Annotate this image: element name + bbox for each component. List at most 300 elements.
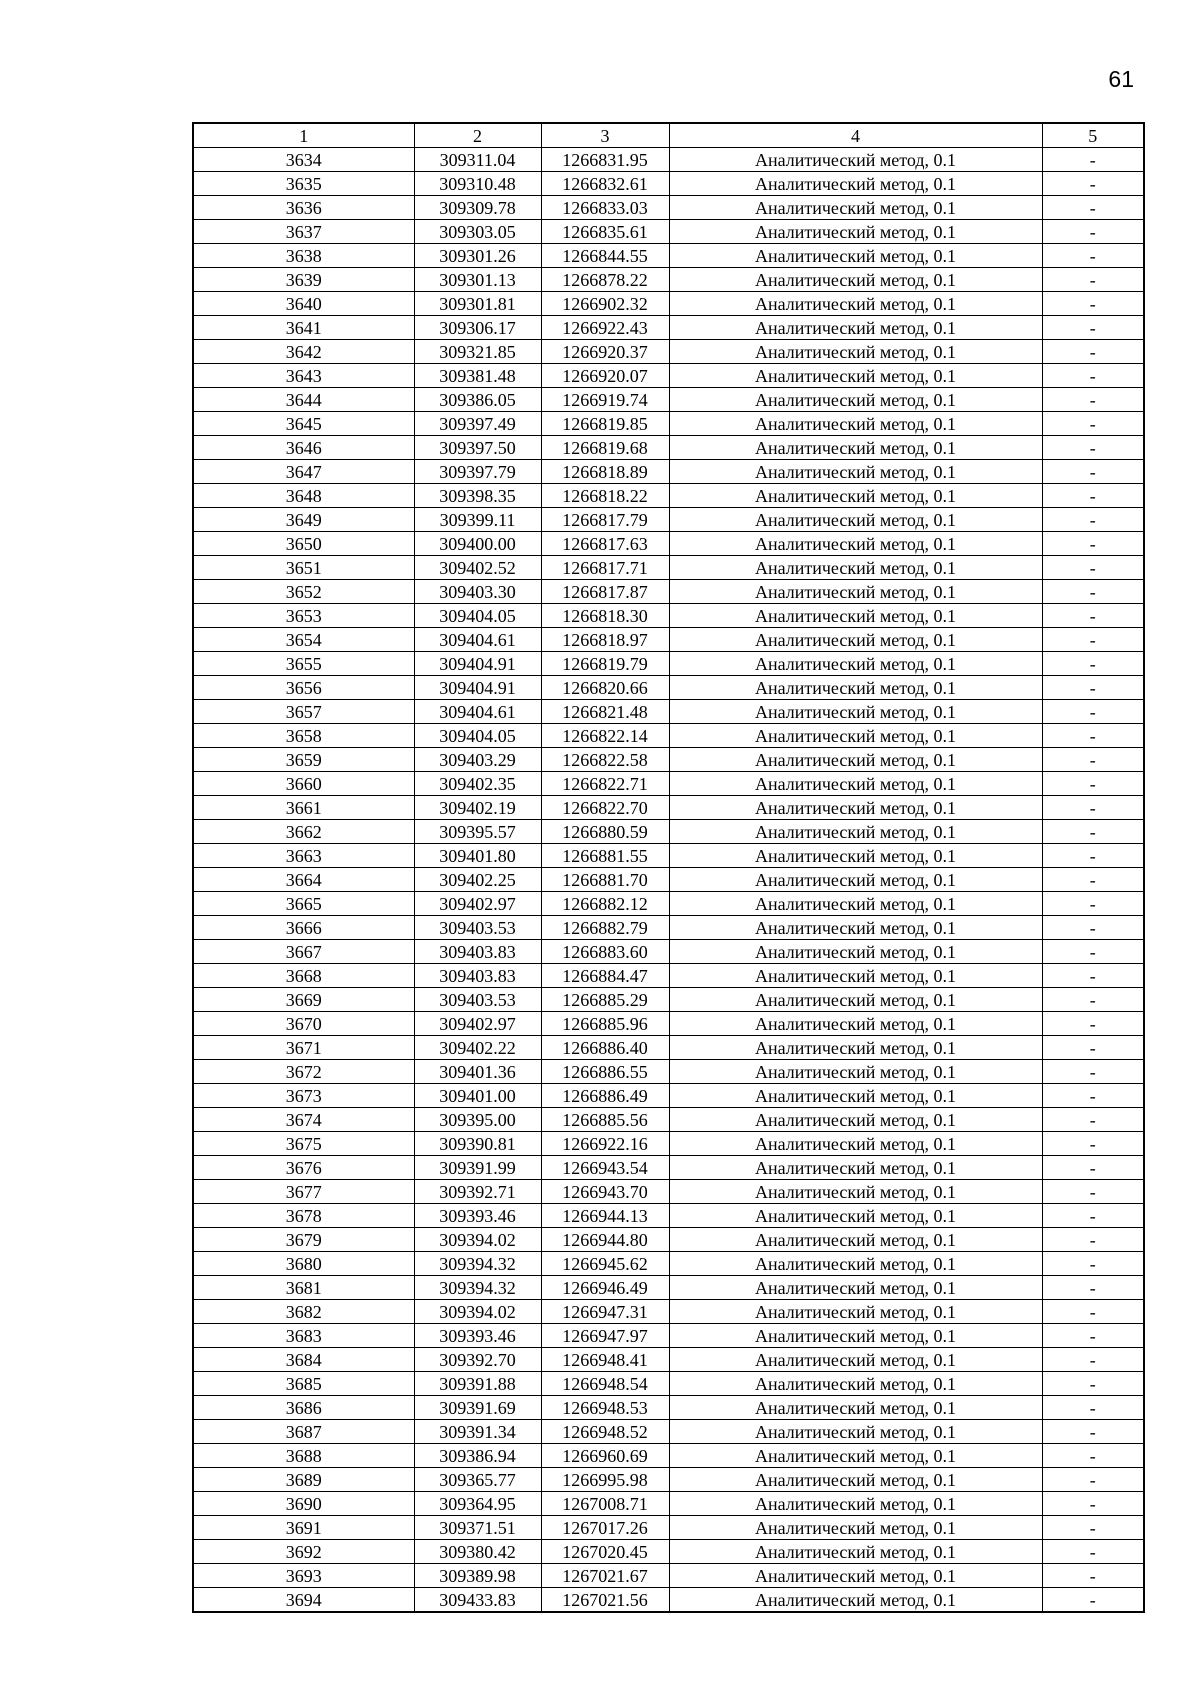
x-coordinate-cell: 309398.35 — [414, 484, 541, 508]
table-row — [193, 364, 1144, 388]
method-accuracy-cell: Аналитический метод, 0.1 — [669, 292, 1042, 316]
point-number-cell: 3659 — [193, 748, 414, 772]
table-row — [193, 484, 1144, 508]
description-cell: - — [1042, 436, 1144, 460]
description-cell: - — [1042, 1252, 1144, 1276]
table-row — [193, 292, 1144, 316]
y-coordinate-cell: 1266819.85 — [541, 412, 669, 436]
method-accuracy-cell: Аналитический метод, 0.1 — [669, 964, 1042, 988]
description-cell: - — [1042, 580, 1144, 604]
y-coordinate-cell: 1266817.79 — [541, 508, 669, 532]
table-row — [193, 340, 1144, 364]
method-accuracy-cell: Аналитический метод, 0.1 — [669, 1492, 1042, 1516]
x-coordinate-cell: 309404.61 — [414, 700, 541, 724]
y-coordinate-cell: 1266822.70 — [541, 796, 669, 820]
method-accuracy-cell: Аналитический метод, 0.1 — [669, 1588, 1042, 1613]
x-coordinate-cell: 309301.81 — [414, 292, 541, 316]
y-coordinate-cell: 1266881.55 — [541, 844, 669, 868]
description-cell: - — [1042, 1204, 1144, 1228]
point-number-cell: 3646 — [193, 436, 414, 460]
table-row — [193, 1060, 1144, 1084]
method-accuracy-cell: Аналитический метод, 0.1 — [669, 316, 1042, 340]
description-cell: - — [1042, 172, 1144, 196]
description-cell: - — [1042, 1180, 1144, 1204]
table-row — [193, 1372, 1144, 1396]
y-coordinate-cell: 1266948.41 — [541, 1348, 669, 1372]
x-coordinate-cell: 309400.00 — [414, 532, 541, 556]
point-number-cell: 3681 — [193, 1276, 414, 1300]
table-row — [193, 460, 1144, 484]
point-number-cell: 3642 — [193, 340, 414, 364]
y-coordinate-cell: 1266831.95 — [541, 148, 669, 172]
description-cell: - — [1042, 316, 1144, 340]
description-cell: - — [1042, 1324, 1144, 1348]
description-cell: - — [1042, 1564, 1144, 1588]
method-accuracy-cell: Аналитический метод, 0.1 — [669, 820, 1042, 844]
point-number-cell: 3675 — [193, 1132, 414, 1156]
x-coordinate-cell: 309303.05 — [414, 220, 541, 244]
table-row — [193, 1108, 1144, 1132]
point-number-cell: 3694 — [193, 1588, 414, 1613]
y-coordinate-cell: 1266817.71 — [541, 556, 669, 580]
y-coordinate-cell: 1266947.97 — [541, 1324, 669, 1348]
point-number-cell: 3690 — [193, 1492, 414, 1516]
method-accuracy-cell: Аналитический метод, 0.1 — [669, 172, 1042, 196]
table-row — [193, 1300, 1144, 1324]
method-accuracy-cell: Аналитический метод, 0.1 — [669, 244, 1042, 268]
table-row — [193, 1516, 1144, 1540]
x-coordinate-cell: 309389.98 — [414, 1564, 541, 1588]
method-accuracy-cell: Аналитический метод, 0.1 — [669, 1108, 1042, 1132]
table-row — [193, 220, 1144, 244]
x-coordinate-cell: 309404.91 — [414, 676, 541, 700]
y-coordinate-cell: 1266944.13 — [541, 1204, 669, 1228]
y-coordinate-cell: 1267021.56 — [541, 1588, 669, 1613]
point-number-cell: 3666 — [193, 916, 414, 940]
x-coordinate-cell: 309397.50 — [414, 436, 541, 460]
description-cell: - — [1042, 1108, 1144, 1132]
coordinates-table — [192, 122, 1145, 1613]
x-coordinate-cell: 309301.13 — [414, 268, 541, 292]
method-accuracy-cell: Аналитический метод, 0.1 — [669, 1564, 1042, 1588]
y-coordinate-cell: 1266881.70 — [541, 868, 669, 892]
method-accuracy-cell: Аналитический метод, 0.1 — [669, 1012, 1042, 1036]
point-number-cell: 3682 — [193, 1300, 414, 1324]
x-coordinate-cell: 309433.83 — [414, 1588, 541, 1613]
y-coordinate-cell: 1266885.56 — [541, 1108, 669, 1132]
point-number-cell: 3644 — [193, 388, 414, 412]
table-row — [193, 700, 1144, 724]
method-accuracy-cell: Аналитический метод, 0.1 — [669, 676, 1042, 700]
x-coordinate-cell: 309393.46 — [414, 1324, 541, 1348]
method-accuracy-cell: Аналитический метод, 0.1 — [669, 1276, 1042, 1300]
x-coordinate-cell: 309309.78 — [414, 196, 541, 220]
x-coordinate-cell: 309392.70 — [414, 1348, 541, 1372]
table-row — [193, 1324, 1144, 1348]
y-coordinate-cell: 1266820.66 — [541, 676, 669, 700]
table-body — [193, 148, 1144, 1613]
point-number-cell: 3654 — [193, 628, 414, 652]
point-number-cell: 3652 — [193, 580, 414, 604]
y-coordinate-cell: 1267008.71 — [541, 1492, 669, 1516]
method-accuracy-cell: Аналитический метод, 0.1 — [669, 724, 1042, 748]
description-cell: - — [1042, 772, 1144, 796]
x-coordinate-cell: 309402.22 — [414, 1036, 541, 1060]
method-accuracy-cell: Аналитический метод, 0.1 — [669, 1132, 1042, 1156]
x-coordinate-cell: 309391.34 — [414, 1420, 541, 1444]
point-number-cell: 3668 — [193, 964, 414, 988]
x-coordinate-cell: 309404.05 — [414, 724, 541, 748]
description-cell: - — [1042, 820, 1144, 844]
method-accuracy-cell: Аналитический метод, 0.1 — [669, 700, 1042, 724]
description-cell: - — [1042, 748, 1144, 772]
point-number-cell: 3637 — [193, 220, 414, 244]
table-row — [193, 940, 1144, 964]
page-number: 61 — [1108, 66, 1134, 92]
point-number-cell: 3655 — [193, 652, 414, 676]
description-cell: - — [1042, 268, 1144, 292]
method-accuracy-cell: Аналитический метод, 0.1 — [669, 1300, 1042, 1324]
x-coordinate-cell: 309386.05 — [414, 388, 541, 412]
y-coordinate-cell: 1266922.43 — [541, 316, 669, 340]
point-number-cell: 3683 — [193, 1324, 414, 1348]
method-accuracy-cell: Аналитический метод, 0.1 — [669, 1444, 1042, 1468]
method-accuracy-cell: Аналитический метод, 0.1 — [669, 1084, 1042, 1108]
x-coordinate-cell: 309371.51 — [414, 1516, 541, 1540]
point-number-cell: 3684 — [193, 1348, 414, 1372]
method-accuracy-cell: Аналитический метод, 0.1 — [669, 796, 1042, 820]
y-coordinate-cell: 1266880.59 — [541, 820, 669, 844]
y-coordinate-cell: 1266947.31 — [541, 1300, 669, 1324]
description-cell: - — [1042, 460, 1144, 484]
description-cell: - — [1042, 1540, 1144, 1564]
column-header-3: 3 — [541, 123, 669, 148]
point-number-cell: 3686 — [193, 1396, 414, 1420]
y-coordinate-cell: 1266960.69 — [541, 1444, 669, 1468]
method-accuracy-cell: Аналитический метод, 0.1 — [669, 1060, 1042, 1084]
x-coordinate-cell: 309404.91 — [414, 652, 541, 676]
y-coordinate-cell: 1266919.74 — [541, 388, 669, 412]
x-coordinate-cell: 309397.49 — [414, 412, 541, 436]
y-coordinate-cell: 1266948.53 — [541, 1396, 669, 1420]
description-cell: - — [1042, 892, 1144, 916]
point-number-cell: 3679 — [193, 1228, 414, 1252]
y-coordinate-cell: 1266833.03 — [541, 196, 669, 220]
x-coordinate-cell: 309380.42 — [414, 1540, 541, 1564]
point-number-cell: 3638 — [193, 244, 414, 268]
method-accuracy-cell: Аналитический метод, 0.1 — [669, 220, 1042, 244]
description-cell: - — [1042, 1348, 1144, 1372]
table-row — [193, 172, 1144, 196]
description-cell: - — [1042, 1492, 1144, 1516]
y-coordinate-cell: 1266818.89 — [541, 460, 669, 484]
x-coordinate-cell: 309402.97 — [414, 892, 541, 916]
description-cell: - — [1042, 196, 1144, 220]
x-coordinate-cell: 309394.02 — [414, 1300, 541, 1324]
x-coordinate-cell: 309403.29 — [414, 748, 541, 772]
point-number-cell: 3649 — [193, 508, 414, 532]
table-row — [193, 508, 1144, 532]
x-coordinate-cell: 309311.04 — [414, 148, 541, 172]
y-coordinate-cell: 1266882.79 — [541, 916, 669, 940]
point-number-cell: 3641 — [193, 316, 414, 340]
x-coordinate-cell: 309391.88 — [414, 1372, 541, 1396]
description-cell: - — [1042, 1588, 1144, 1613]
table-row — [193, 1444, 1144, 1468]
x-coordinate-cell: 309394.32 — [414, 1252, 541, 1276]
point-number-cell: 3643 — [193, 364, 414, 388]
description-cell: - — [1042, 292, 1144, 316]
table-row — [193, 724, 1144, 748]
description-cell: - — [1042, 628, 1144, 652]
table-row — [193, 1252, 1144, 1276]
x-coordinate-cell: 309365.77 — [414, 1468, 541, 1492]
method-accuracy-cell: Аналитический метод, 0.1 — [669, 916, 1042, 940]
x-coordinate-cell: 309403.53 — [414, 916, 541, 940]
table-row — [193, 556, 1144, 580]
table-row — [193, 820, 1144, 844]
description-cell: - — [1042, 1060, 1144, 1084]
x-coordinate-cell: 309301.26 — [414, 244, 541, 268]
point-number-cell: 3692 — [193, 1540, 414, 1564]
method-accuracy-cell: Аналитический метод, 0.1 — [669, 868, 1042, 892]
method-accuracy-cell: Аналитический метод, 0.1 — [669, 1252, 1042, 1276]
y-coordinate-cell: 1266902.32 — [541, 292, 669, 316]
table-row — [193, 1036, 1144, 1060]
y-coordinate-cell: 1266948.52 — [541, 1420, 669, 1444]
method-accuracy-cell: Аналитический метод, 0.1 — [669, 604, 1042, 628]
method-accuracy-cell: Аналитический метод, 0.1 — [669, 1324, 1042, 1348]
point-number-cell: 3657 — [193, 700, 414, 724]
table-row — [193, 1276, 1144, 1300]
x-coordinate-cell: 309402.25 — [414, 868, 541, 892]
description-cell: - — [1042, 844, 1144, 868]
table-row — [193, 868, 1144, 892]
point-number-cell: 3688 — [193, 1444, 414, 1468]
table-row — [193, 844, 1144, 868]
x-coordinate-cell: 309394.32 — [414, 1276, 541, 1300]
method-accuracy-cell: Аналитический метод, 0.1 — [669, 1372, 1042, 1396]
description-cell: - — [1042, 940, 1144, 964]
y-coordinate-cell: 1266844.55 — [541, 244, 669, 268]
point-number-cell: 3647 — [193, 460, 414, 484]
point-number-cell: 3645 — [193, 412, 414, 436]
description-cell: - — [1042, 916, 1144, 940]
table-row — [193, 1492, 1144, 1516]
description-cell: - — [1042, 508, 1144, 532]
description-cell: - — [1042, 964, 1144, 988]
description-cell: - — [1042, 1444, 1144, 1468]
method-accuracy-cell: Аналитический метод, 0.1 — [669, 652, 1042, 676]
description-cell: - — [1042, 484, 1144, 508]
x-coordinate-cell: 309397.79 — [414, 460, 541, 484]
x-coordinate-cell: 309386.94 — [414, 1444, 541, 1468]
table-row — [193, 1348, 1144, 1372]
description-cell: - — [1042, 796, 1144, 820]
x-coordinate-cell: 309402.97 — [414, 1012, 541, 1036]
y-coordinate-cell: 1266882.12 — [541, 892, 669, 916]
description-cell: - — [1042, 1036, 1144, 1060]
method-accuracy-cell: Аналитический метод, 0.1 — [669, 1156, 1042, 1180]
x-coordinate-cell: 309381.48 — [414, 364, 541, 388]
point-number-cell: 3693 — [193, 1564, 414, 1588]
y-coordinate-cell: 1266818.22 — [541, 484, 669, 508]
x-coordinate-cell: 309403.83 — [414, 940, 541, 964]
table-row — [193, 916, 1144, 940]
table-row — [193, 388, 1144, 412]
y-coordinate-cell: 1266943.54 — [541, 1156, 669, 1180]
description-cell: - — [1042, 388, 1144, 412]
description-cell: - — [1042, 1516, 1144, 1540]
x-coordinate-cell: 309401.36 — [414, 1060, 541, 1084]
table-row — [193, 1012, 1144, 1036]
point-number-cell: 3660 — [193, 772, 414, 796]
description-cell: - — [1042, 868, 1144, 892]
table-row — [193, 628, 1144, 652]
description-cell: - — [1042, 556, 1144, 580]
point-number-cell: 3669 — [193, 988, 414, 1012]
method-accuracy-cell: Аналитический метод, 0.1 — [669, 1228, 1042, 1252]
point-number-cell: 3691 — [193, 1516, 414, 1540]
description-cell: - — [1042, 364, 1144, 388]
table-row — [193, 1084, 1144, 1108]
table-row — [193, 412, 1144, 436]
table-row — [193, 1564, 1144, 1588]
description-cell: - — [1042, 532, 1144, 556]
method-accuracy-cell: Аналитический метод, 0.1 — [669, 1348, 1042, 1372]
description-cell: - — [1042, 988, 1144, 1012]
description-cell: - — [1042, 1372, 1144, 1396]
table-row — [193, 652, 1144, 676]
point-number-cell: 3665 — [193, 892, 414, 916]
y-coordinate-cell: 1266822.71 — [541, 772, 669, 796]
x-coordinate-cell: 309394.02 — [414, 1228, 541, 1252]
y-coordinate-cell: 1266822.58 — [541, 748, 669, 772]
table-row — [193, 1132, 1144, 1156]
y-coordinate-cell: 1266943.70 — [541, 1180, 669, 1204]
method-accuracy-cell: Аналитический метод, 0.1 — [669, 436, 1042, 460]
y-coordinate-cell: 1266886.40 — [541, 1036, 669, 1060]
point-number-cell: 3671 — [193, 1036, 414, 1060]
description-cell: - — [1042, 1300, 1144, 1324]
point-number-cell: 3689 — [193, 1468, 414, 1492]
y-coordinate-cell: 1266885.29 — [541, 988, 669, 1012]
point-number-cell: 3667 — [193, 940, 414, 964]
point-number-cell: 3661 — [193, 796, 414, 820]
x-coordinate-cell: 309402.19 — [414, 796, 541, 820]
description-cell: - — [1042, 700, 1144, 724]
y-coordinate-cell: 1266878.22 — [541, 268, 669, 292]
method-accuracy-cell: Аналитический метод, 0.1 — [669, 772, 1042, 796]
method-accuracy-cell: Аналитический метод, 0.1 — [669, 196, 1042, 220]
x-coordinate-cell: 309310.48 — [414, 172, 541, 196]
column-header-5: 5 — [1042, 123, 1144, 148]
y-coordinate-cell: 1266948.54 — [541, 1372, 669, 1396]
method-accuracy-cell: Аналитический метод, 0.1 — [669, 508, 1042, 532]
description-cell: - — [1042, 1396, 1144, 1420]
x-coordinate-cell: 309403.83 — [414, 964, 541, 988]
table-row — [193, 1540, 1144, 1564]
table-row — [193, 1228, 1144, 1252]
x-coordinate-cell: 309393.46 — [414, 1204, 541, 1228]
point-number-cell: 3648 — [193, 484, 414, 508]
point-number-cell: 3636 — [193, 196, 414, 220]
y-coordinate-cell: 1266886.49 — [541, 1084, 669, 1108]
point-number-cell: 3650 — [193, 532, 414, 556]
method-accuracy-cell: Аналитический метод, 0.1 — [669, 580, 1042, 604]
column-header-4: 4 — [669, 123, 1042, 148]
method-accuracy-cell: Аналитический метод, 0.1 — [669, 340, 1042, 364]
table-row — [193, 1420, 1144, 1444]
point-number-cell: 3670 — [193, 1012, 414, 1036]
table-row — [193, 796, 1144, 820]
point-number-cell: 3651 — [193, 556, 414, 580]
point-number-cell: 3663 — [193, 844, 414, 868]
x-coordinate-cell: 309402.52 — [414, 556, 541, 580]
method-accuracy-cell: Аналитический метод, 0.1 — [669, 1180, 1042, 1204]
x-coordinate-cell: 309390.81 — [414, 1132, 541, 1156]
description-cell: - — [1042, 604, 1144, 628]
description-cell: - — [1042, 220, 1144, 244]
table-row — [193, 772, 1144, 796]
column-header-1: 1 — [193, 123, 414, 148]
x-coordinate-cell: 309403.30 — [414, 580, 541, 604]
y-coordinate-cell: 1266819.79 — [541, 652, 669, 676]
y-coordinate-cell: 1266920.07 — [541, 364, 669, 388]
description-cell: - — [1042, 244, 1144, 268]
method-accuracy-cell: Аналитический метод, 0.1 — [669, 148, 1042, 172]
table-row — [193, 988, 1144, 1012]
method-accuracy-cell: Аналитический метод, 0.1 — [669, 532, 1042, 556]
description-cell: - — [1042, 1228, 1144, 1252]
x-coordinate-cell: 309391.69 — [414, 1396, 541, 1420]
table-row — [193, 676, 1144, 700]
description-cell: - — [1042, 1012, 1144, 1036]
table-row — [193, 1588, 1144, 1613]
y-coordinate-cell: 1266818.30 — [541, 604, 669, 628]
x-coordinate-cell: 309391.99 — [414, 1156, 541, 1180]
description-cell: - — [1042, 676, 1144, 700]
description-cell: - — [1042, 1420, 1144, 1444]
point-number-cell: 3658 — [193, 724, 414, 748]
method-accuracy-cell: Аналитический метод, 0.1 — [669, 412, 1042, 436]
method-accuracy-cell: Аналитический метод, 0.1 — [669, 1204, 1042, 1228]
table-row — [193, 148, 1144, 172]
table-row — [193, 1204, 1144, 1228]
table-row — [193, 1468, 1144, 1492]
point-number-cell: 3687 — [193, 1420, 414, 1444]
method-accuracy-cell: Аналитический метод, 0.1 — [669, 1468, 1042, 1492]
point-number-cell: 3639 — [193, 268, 414, 292]
y-coordinate-cell: 1267017.26 — [541, 1516, 669, 1540]
method-accuracy-cell: Аналитический метод, 0.1 — [669, 268, 1042, 292]
description-cell: - — [1042, 724, 1144, 748]
x-coordinate-cell: 309399.11 — [414, 508, 541, 532]
table-row — [193, 1396, 1144, 1420]
point-number-cell: 3653 — [193, 604, 414, 628]
x-coordinate-cell: 309404.05 — [414, 604, 541, 628]
y-coordinate-cell: 1266817.87 — [541, 580, 669, 604]
point-number-cell: 3672 — [193, 1060, 414, 1084]
method-accuracy-cell: Аналитический метод, 0.1 — [669, 892, 1042, 916]
method-accuracy-cell: Аналитический метод, 0.1 — [669, 628, 1042, 652]
method-accuracy-cell: Аналитический метод, 0.1 — [669, 484, 1042, 508]
table-row — [193, 244, 1144, 268]
y-coordinate-cell: 1266920.37 — [541, 340, 669, 364]
description-cell: - — [1042, 340, 1144, 364]
y-coordinate-cell: 1266835.61 — [541, 220, 669, 244]
y-coordinate-cell: 1266945.62 — [541, 1252, 669, 1276]
